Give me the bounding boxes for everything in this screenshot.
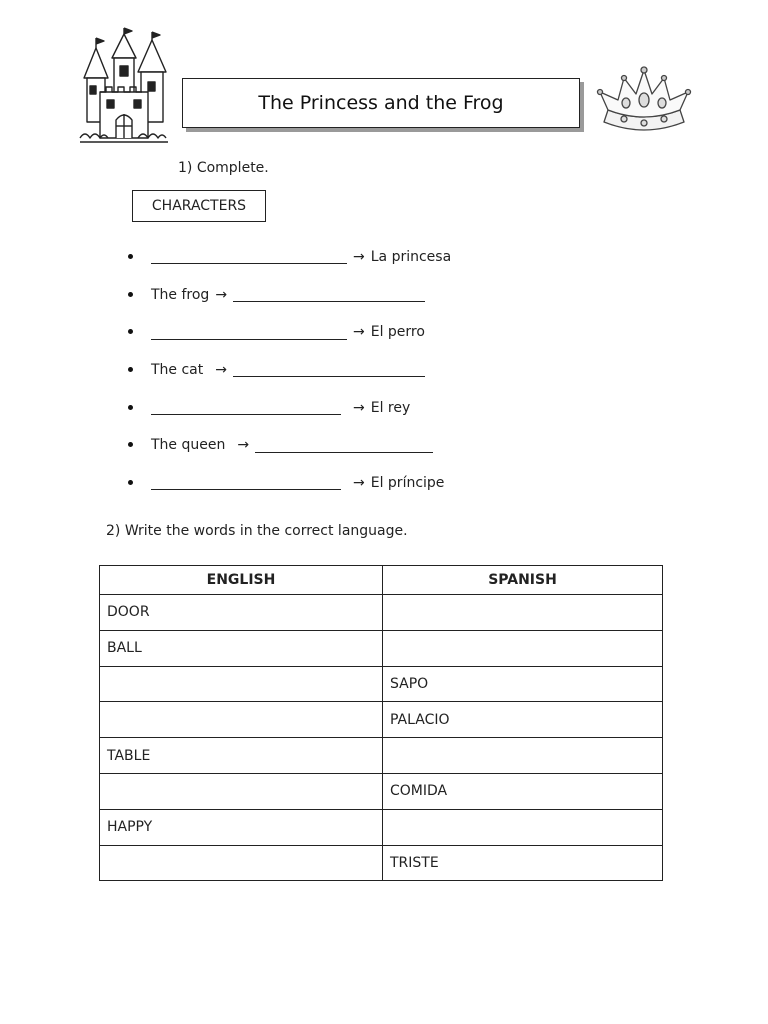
list-item: [128, 426, 451, 464]
arrow-icon: →: [215, 361, 227, 378]
arrow-icon: →: [353, 324, 365, 341]
spanish-cell[interactable]: [383, 630, 663, 666]
characters-label: CHARACTERS: [132, 190, 266, 222]
list-item: [128, 351, 451, 389]
arrow-icon: →: [237, 437, 250, 454]
answer-blank[interactable]: [233, 362, 425, 377]
answer-blank[interactable]: [255, 438, 433, 453]
english-cell[interactable]: BALL: [100, 630, 383, 666]
list-item: [128, 238, 451, 276]
list-item: [128, 464, 451, 502]
bullet-icon: [128, 405, 133, 410]
arrow-icon: →: [353, 248, 365, 265]
item-text: The queen: [151, 437, 226, 454]
table-row: [100, 773, 663, 809]
english-cell[interactable]: [100, 845, 383, 881]
item-text: The frog: [151, 286, 210, 303]
arrow-icon: →: [215, 286, 228, 303]
table-row: [100, 809, 663, 845]
bullet-icon: [128, 480, 133, 485]
english-cell[interactable]: [100, 666, 383, 702]
column-header-english: ENGLISH: [100, 566, 383, 595]
bullet-icon: [128, 292, 133, 297]
spanish-cell[interactable]: TRISTE: [383, 845, 663, 881]
table-row: [100, 666, 663, 702]
spanish-cell[interactable]: [383, 595, 663, 631]
table-header-row: [100, 566, 663, 595]
item-text: El rey: [370, 399, 411, 416]
item-text: The cat: [151, 361, 204, 378]
column-header-spanish: SPANISH: [383, 566, 663, 595]
bullet-icon: [128, 442, 133, 447]
list-item: [128, 276, 451, 314]
exercise-1-instruction: 1) Complete.: [178, 160, 269, 176]
table-row: [100, 630, 663, 666]
spanish-cell[interactable]: PALACIO: [383, 702, 663, 738]
list-item: [128, 313, 451, 351]
spanish-cell[interactable]: SAPO: [383, 666, 663, 702]
exercise-2-instruction: 2) Write the words in the correct language.: [106, 523, 408, 539]
bullet-icon: [128, 329, 133, 334]
page-title: The Princess and the Frog: [182, 78, 580, 128]
castle-icon: [78, 26, 170, 148]
bullet-icon: [128, 254, 133, 259]
english-cell[interactable]: HAPPY: [100, 809, 383, 845]
arrow-icon: →: [353, 399, 365, 416]
crown-icon: [594, 62, 694, 138]
table-row: [100, 845, 663, 881]
item-text: El príncipe: [370, 474, 445, 491]
english-cell[interactable]: [100, 773, 383, 809]
answer-blank[interactable]: [151, 400, 341, 415]
list-item: [128, 389, 451, 427]
item-text: El perro: [370, 324, 425, 341]
answer-blank[interactable]: [233, 287, 425, 302]
answer-blank[interactable]: [151, 475, 341, 490]
vocabulary-table: [99, 565, 663, 881]
table-row: [100, 702, 663, 738]
table-row: [100, 595, 663, 631]
spanish-cell[interactable]: [383, 738, 663, 774]
english-cell[interactable]: DOOR: [100, 595, 383, 631]
answer-blank[interactable]: [151, 325, 347, 340]
answer-blank[interactable]: [151, 249, 347, 264]
arrow-icon: →: [353, 474, 365, 491]
english-cell[interactable]: TABLE: [100, 738, 383, 774]
english-cell[interactable]: [100, 702, 383, 738]
bullet-icon: [128, 367, 133, 372]
table-row: [100, 738, 663, 774]
item-text: La princesa: [370, 248, 452, 265]
characters-list: [128, 238, 451, 502]
spanish-cell[interactable]: COMIDA: [383, 773, 663, 809]
spanish-cell[interactable]: [383, 809, 663, 845]
